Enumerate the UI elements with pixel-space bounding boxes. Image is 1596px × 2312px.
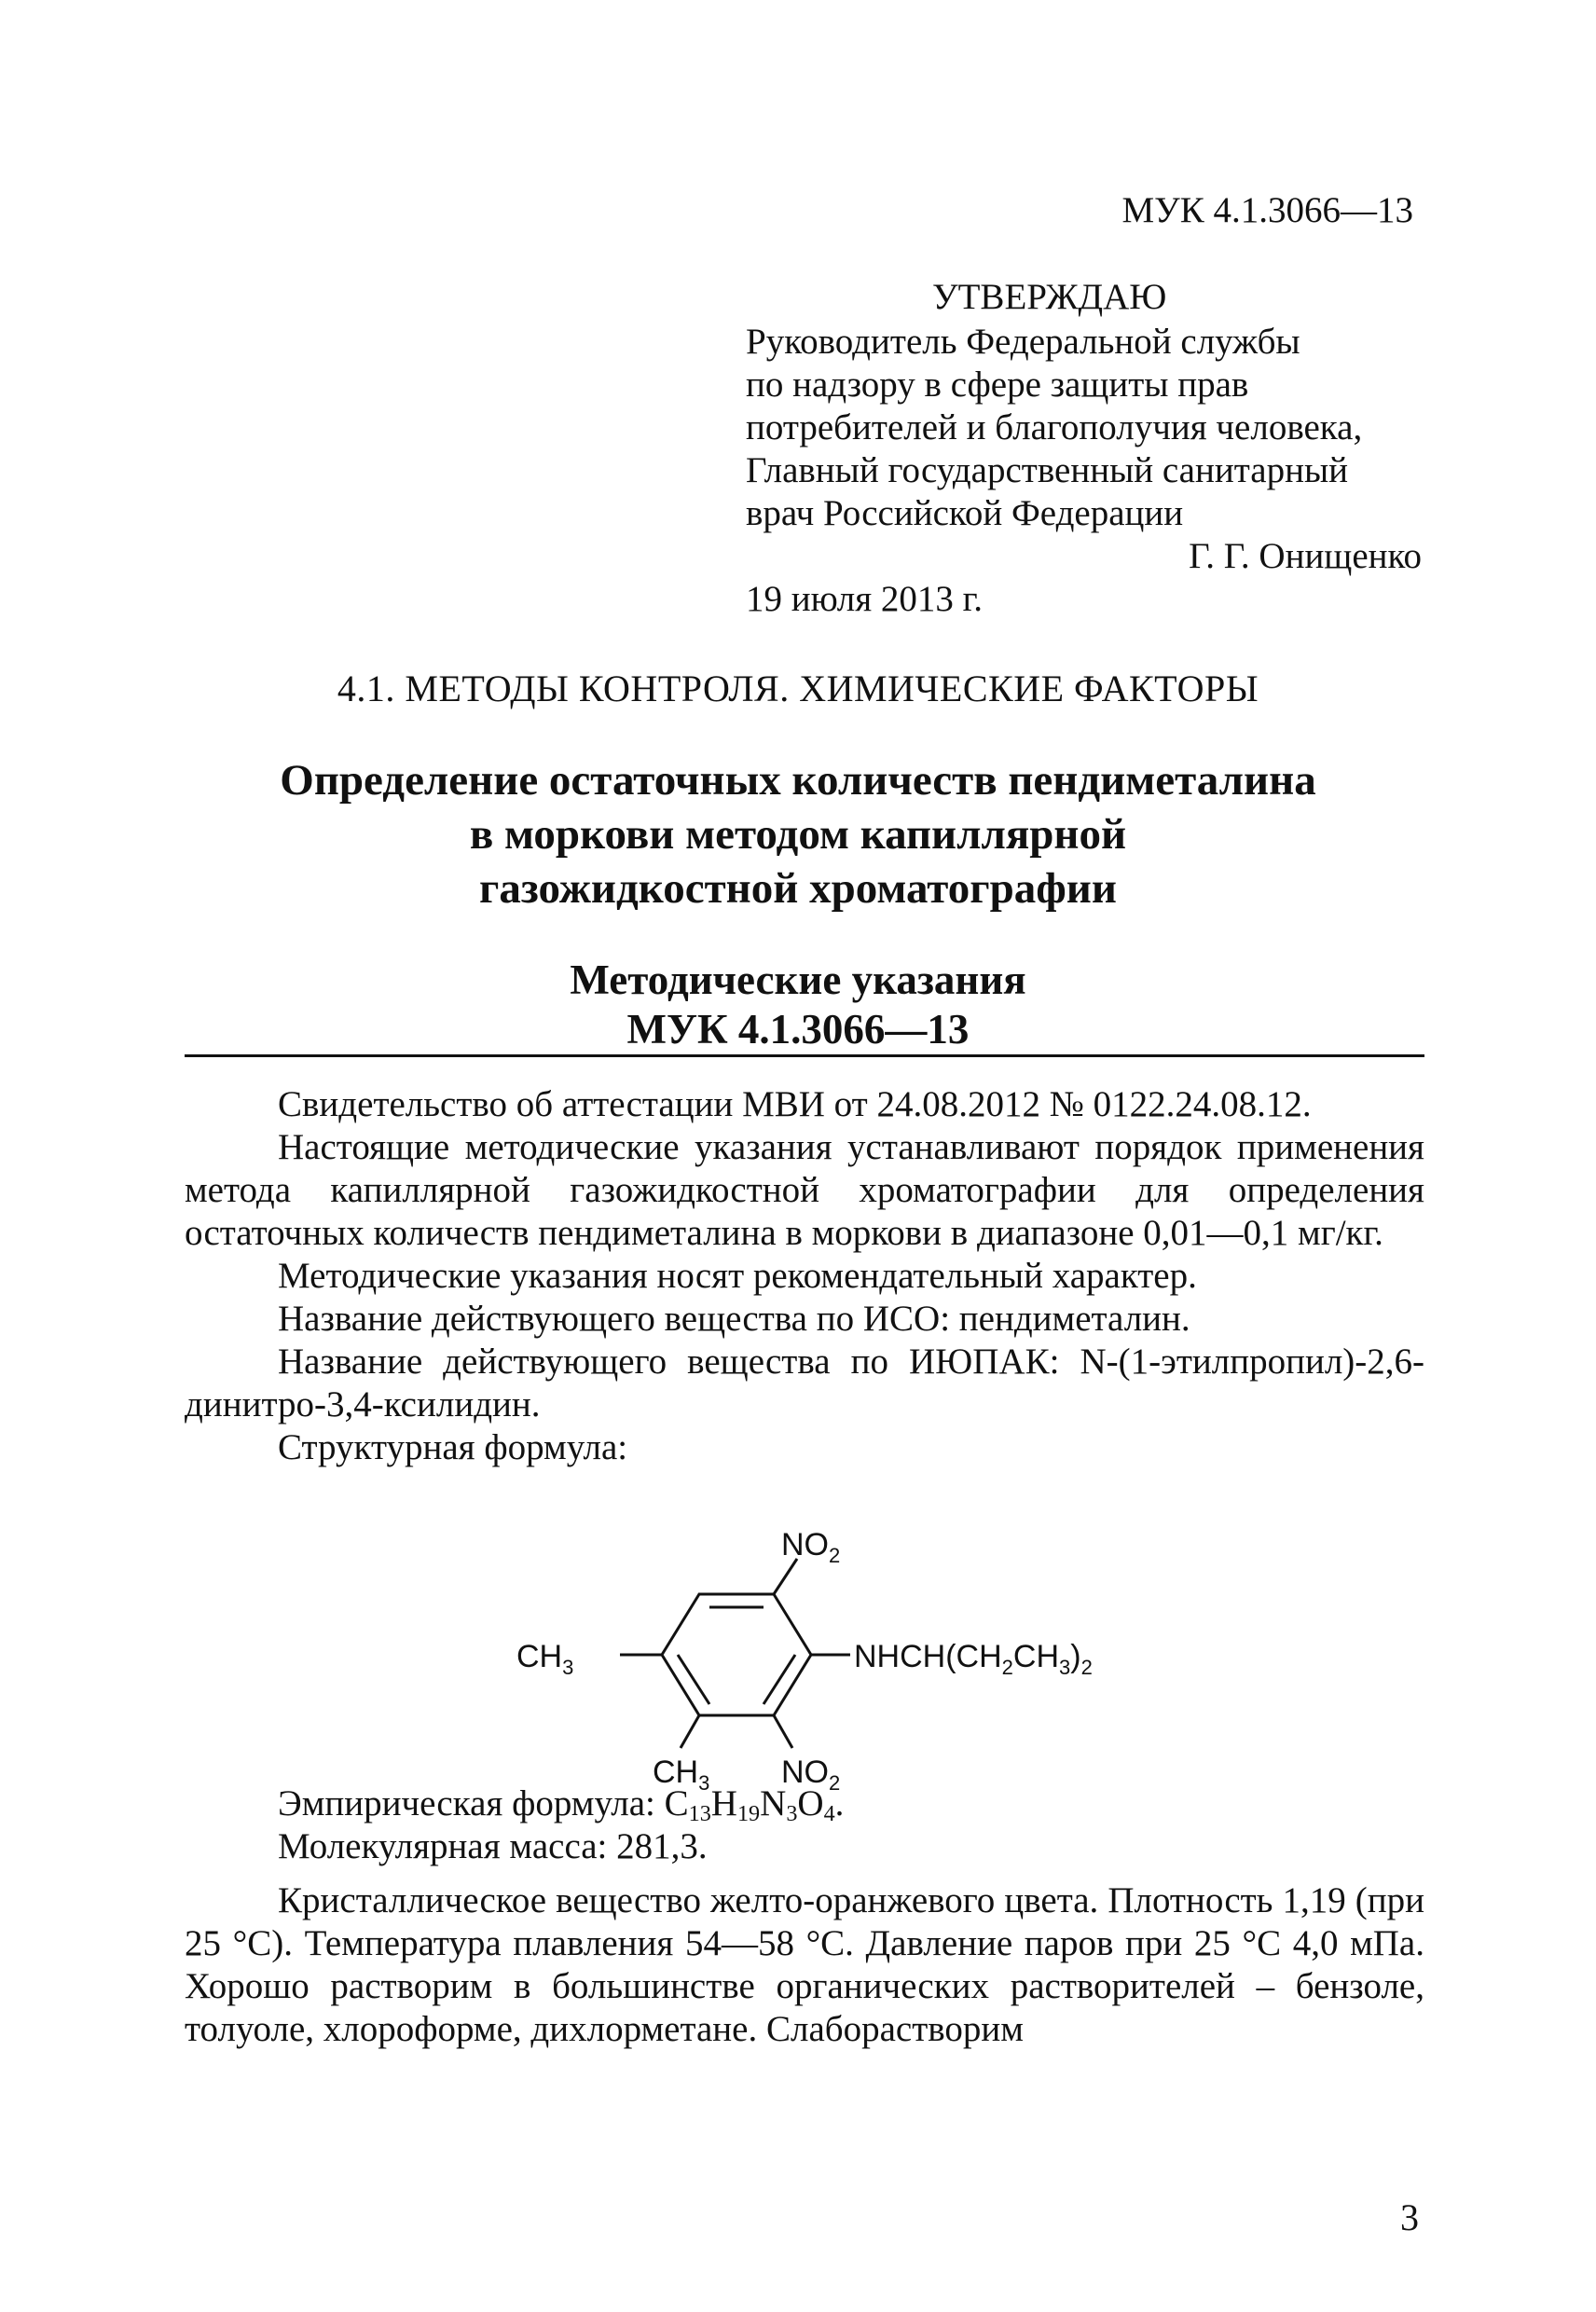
- approval-block: [746, 276, 1454, 621]
- subtitle-line: МУК 4.1.3066—13: [626, 1006, 970, 1053]
- section-heading: 4.1. МЕТОДЫ КОНТРОЛЯ. ХИМИЧЕСКИЕ ФАКТОРЫ: [337, 667, 1259, 709]
- bond-to-methyl-bottom: [681, 1715, 699, 1748]
- methyl-group-bottom: $CH_3$: [653, 1755, 710, 1790]
- benzene-ring: [620, 1559, 850, 1748]
- methyl-group-left: $CH_3$: [516, 1639, 574, 1679]
- ring-outline: [662, 1594, 811, 1715]
- molar-mass-paragraph: Молекулярная масса: 281,3.: [278, 1826, 708, 1866]
- approval-line: врач Российской Федерации: [746, 493, 1184, 533]
- bond-to-nitro-top: [774, 1559, 797, 1594]
- certificate-paragraph: Свидетельство об аттестации МВИ от 24.08.2012 № 0122.24.08.12.: [278, 1084, 1312, 1124]
- document-subtitle: [0, 956, 1596, 1054]
- amine-group: $NHCH(CH_2CH_3)_2$: [854, 1639, 1093, 1679]
- horizontal-rule: [185, 1054, 1424, 1057]
- ring-double-bond: [764, 1655, 795, 1704]
- structural-formula-diagram: [485, 1520, 1193, 1790]
- iupac-name-paragraph: Название действующего вещества по ИЮПАК: N-(1-этилпропил)-2,6-динитро-3,4-ксилидин.: [185, 1342, 1424, 1424]
- approval-signer: Г. Г. Онищенко: [1189, 536, 1422, 576]
- title-line: газожидкостной хроматографии: [479, 864, 1117, 913]
- title-line: в моркови методом капиллярной: [469, 810, 1127, 859]
- empirical-formula-paragraph: Эмпирическая формула: $C_{13}H_{19}N_3O_4$.: [278, 1783, 845, 1827]
- recommendation-paragraph: Методические указания носят рекомендательный характер.: [278, 1256, 1197, 1296]
- approval-line: Руководитель Федеральной службы: [746, 322, 1300, 362]
- approval-line: по надзору в сфере защиты прав: [746, 365, 1249, 405]
- body-text-upper: [185, 1083, 1424, 1469]
- ring-double-bond: [678, 1655, 709, 1704]
- approval-line: Главный государственный санитарный: [746, 450, 1349, 490]
- bond-to-nitro-bottom: [774, 1715, 792, 1748]
- body-text-lower: [185, 1782, 1424, 2051]
- nitro-group-top: $NO_2$: [781, 1527, 841, 1567]
- properties-paragraph: Кристаллическое вещество желто-оранжевого цвета. Плотность 1,19 (при 25 °С). Температура плавления 54—58 °С. Давление паров при 25 °С 4,0 мПа. Хорошо растворим в большинстве органических растворителей – бензоле, толуоле, хлороформе, дихлорметане. Слаборастворим: [185, 1880, 1424, 2049]
- scope-paragraph: Настоящие методические указания устанавливают порядок применения метода капиллярной газожидкостной хроматографии для определения остаточных количеств пендиметалина в моркови в диапазоне 0,01—0,1 мг/кг.: [185, 1127, 1424, 1253]
- title-line: Определение остаточных количеств пендиметалина: [280, 756, 1316, 805]
- approval-title: УТВЕРЖДАЮ: [932, 277, 1167, 317]
- document-title: [0, 753, 1596, 915]
- nitro-group-bottom: $NO_2$: [781, 1755, 841, 1790]
- iso-name-paragraph: Название действующего вещества по ИСО: пендиметалин.: [278, 1299, 1190, 1339]
- document-code: МУК 4.1.3066—13: [1121, 190, 1413, 230]
- subtitle-line: Методические указания: [570, 956, 1026, 1003]
- page-number: 3: [1400, 2196, 1419, 2238]
- approval-line: потребителей и благополучия человека,: [746, 407, 1363, 447]
- approval-date: 19 июля 2013 г.: [746, 579, 984, 619]
- structural-formula-label: Структурная формула:: [278, 1427, 628, 1467]
